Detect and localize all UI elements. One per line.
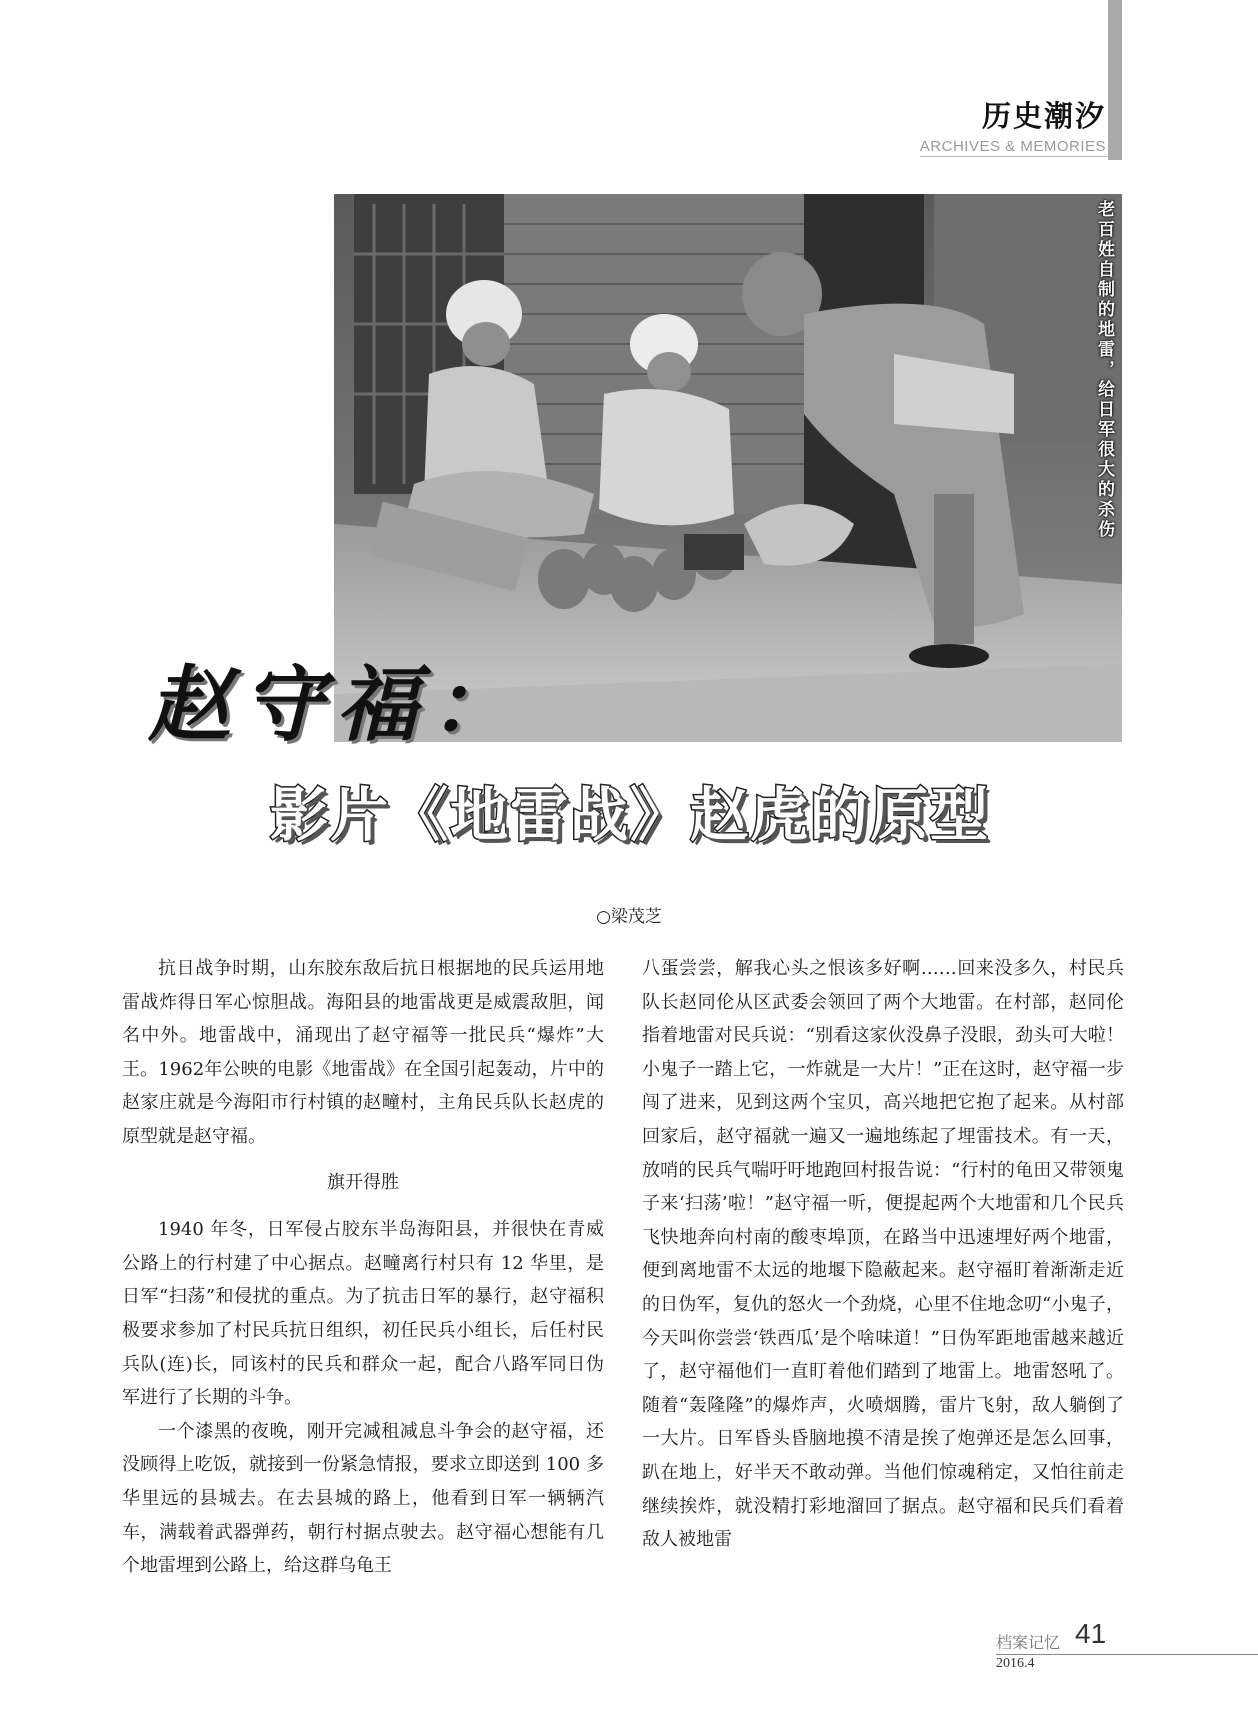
article-title-subtitle: 影片《地雷战》赵虎的原型 (270, 781, 991, 849)
footer-issue-date: 2016.4 (996, 1656, 1035, 1671)
paragraph: 抗日战争时期，山东胶东敌后抗日根据地的民兵运用地雷战炸得日军心惊胆战。海阳县的地雷战更是威震敌胆，闻名中外。地雷战中，涌现出了赵守福等一批民兵“爆炸”大王。1962年公映的电影《地雷战》在全国引起轰动，片中的赵家庄就是今海阳市行村镇的赵疃村，主角民兵队长赵虎的原型就是赵守福。 (122, 958, 604, 1147)
section-subtitle: ARCHIVES & MEMORIES (919, 138, 1106, 155)
article-column-right (642, 952, 1124, 1557)
article-title-name: 赵守福： (148, 657, 524, 753)
footer-magazine-name: 档案记忆 (996, 1633, 1061, 1652)
footer-page-number: 41 (1075, 1618, 1107, 1649)
footer-divider (996, 1654, 1258, 1655)
paragraph: 八蛋尝尝，解我心头之恨该多好啊……回来没多久，村民兵队长赵同伦从区武委会领回了两个大地雷。在村部，赵同伦指着地雷对民兵说：“别看这家伙没鼻子没眼，劲头可大啦！小鬼子一踏上它，一炸就是一大片！”正在这时，赵守福一步闯了进来，见到这两个宝贝，高兴地把它抱了起来。从村部回家后，赵守福就一遍又一遍地练起了埋雷技术。有一天，放哨的民兵气喘吁吁地跑回村报告说：“行村的龟田又带领鬼子来‘扫荡’啦！”赵守福一听，便提起两个大地雷和几个民兵飞快地奔向村南的酸枣埠顶，在路当中迅速埋好两个地雷，便到离地雷不太远的地堰下隐蔽起来。赵守福盯着渐渐走近的日伪军，复仇的怒火一个劲烧，心里不住地念叨“小鬼子，今天叫你尝尝‘铁西瓜’是个啥味道！”日伪军距地雷越来越近了，赵守福他们一直盯着他们踏到了地雷上。地雷怒吼了。随着“轰隆隆”的爆炸声，火喷烟腾，雷片飞射，敌人躺倒了一大片。日军昏头昏脑地摸不清是挨了炮弹还是怎么回事，趴在地上，好半天不敢动弹。当他们惊魂稍定，又怕往前走继续挨炸，就没精打彩地溜回了据点。赵守福和民兵们看着敌人被地雷 (642, 958, 1124, 1551)
article-column-left (122, 952, 604, 1583)
photo-caption: 老百姓自制的地雷，给日军很大的杀伤 (1094, 200, 1114, 540)
header-accent-bar (1108, 0, 1122, 160)
section-subhead: 旗开得胜 (327, 1171, 399, 1193)
article-author: ○梁茂芝 (596, 907, 662, 927)
paragraph: 1940 年冬，日军侵占胶东半岛海阳县，并很快在青威公路上的行村建了中心据点。赵疃离行村只有 12 华里，是日军“扫荡”和侵扰的重点。为了抗击日军的暴行，赵守福积极要求参加了村民兵抗日组织，初任民兵小组长，后任村民兵队(连)长，同该村的民兵和群众一起，配合八路军同日伪军进行了长期的斗争。 (122, 1219, 604, 1409)
paragraph: 一个漆黑的夜晚，刚开完减租减息斗争会的赵守福，还没顾得上吃饭，就接到一份紧急情报，要求立即送到 100 多华里远的县城去。在去县城的路上，他看到日军一辆辆汽车，满载着武器弹药，朝行村据点驶去。赵守福心想能有几个地雷埋到公路上，给这群乌龟王 (122, 1420, 604, 1577)
section-title: 历史潮汐 (981, 99, 1106, 133)
header-divider (920, 156, 1108, 157)
